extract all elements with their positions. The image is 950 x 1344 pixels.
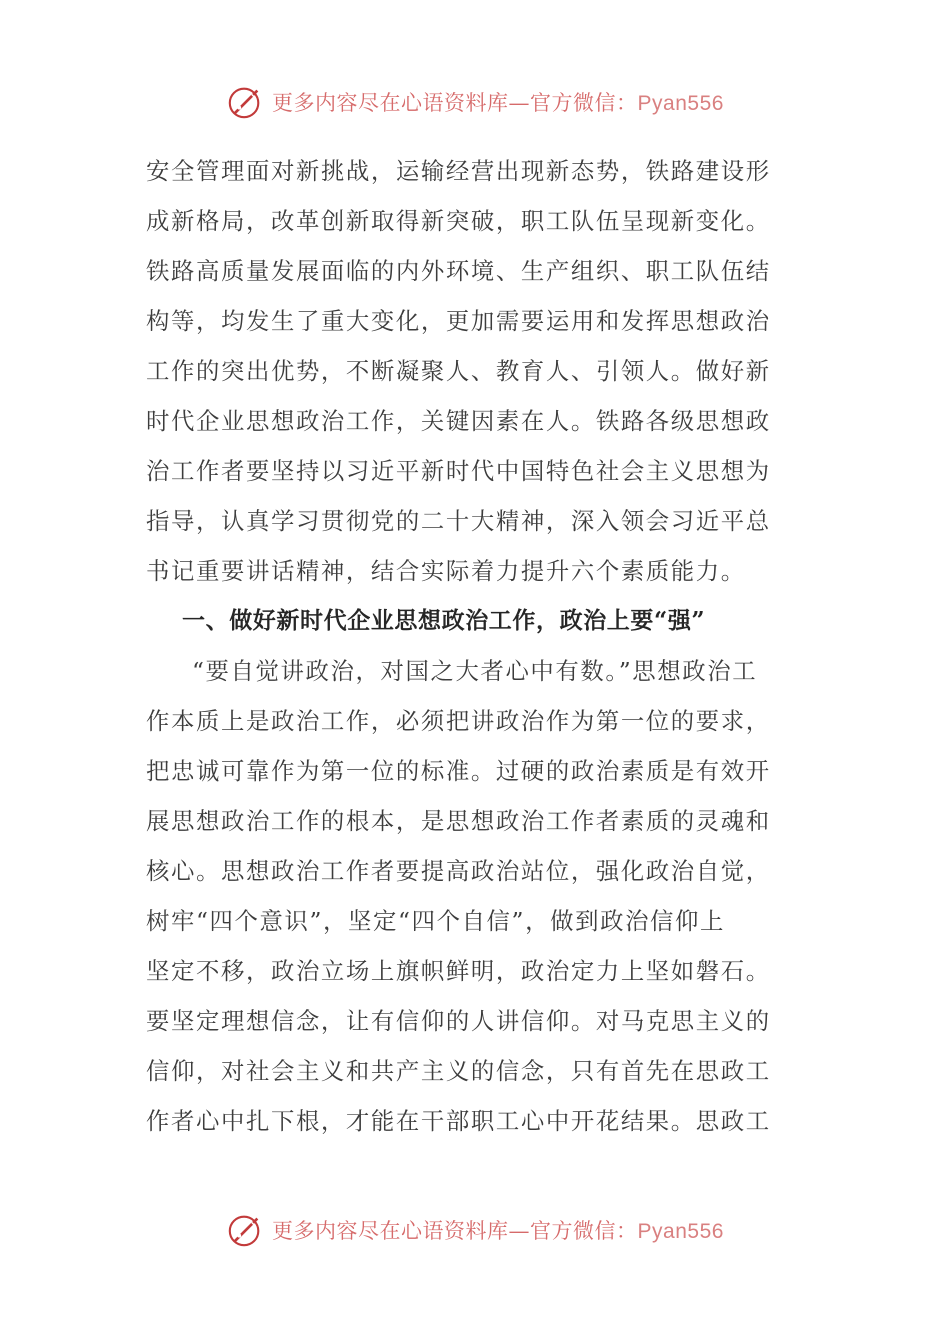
banner-text [272, 87, 724, 117]
paragraph-line: 构等，均发生了重大变化，更加需要运用和发挥思想政治 [146, 307, 771, 335]
pen-nib-seal-icon [226, 83, 264, 121]
paragraph-line: 书记重要讲话精神，结合实际着力提升六个素质能力。 [146, 557, 746, 585]
paragraph-line: 铁路高质量发展面临的内外环境、生产组织、职工队伍结 [146, 257, 771, 285]
paragraph-line: 展思想政治工作的根本，是思想政治工作者素质的灵魂和 [146, 807, 771, 835]
paragraph-line: 把忠诚可靠作为第一位的标准。过硬的政治素质是有效开 [146, 757, 771, 785]
paragraph-line: 信仰，对社会主义和共产主义的信念，只有首先在思政工 [146, 1057, 771, 1085]
document-body [146, 146, 806, 1146]
footer-banner [0, 1206, 950, 1254]
paragraph-line: 时代企业思想政治工作，关键因素在人。铁路各级思想政 [146, 407, 771, 435]
paragraph-line: 作者心中扎下根，才能在干部职工心中开花结果。思政工 [146, 1107, 771, 1135]
paragraph-line: 治工作者要坚持以习近平新时代中国特色社会主义思想为 [146, 457, 771, 485]
header-banner [0, 78, 950, 126]
paragraph-line: 要坚定理想信念，让有信仰的人讲信仰。对马克思主义的 [146, 1007, 771, 1035]
paragraph-line: 工作的突出优势，不断凝聚人、教育人、引领人。做好新 [146, 357, 771, 385]
pen-nib-seal-icon [226, 1211, 264, 1249]
banner-slogan: 更多内容尽在心语资料库—官方微信： [272, 1219, 638, 1243]
paragraph-line: 成新格局，改革创新取得新突破，职工队伍呈现新变化。 [146, 207, 771, 235]
banner-wechat-id: Pyan556 [637, 1220, 724, 1243]
banner-slogan: 更多内容尽在心语资料库—官方微信： [272, 91, 638, 115]
paragraph-line: 核心。思想政治工作者要提高政治站位，强化政治自觉， [146, 857, 771, 885]
paragraph-line: 坚定不移，政治立场上旗帜鲜明，政治定力上坚如磐石。 [146, 957, 771, 985]
paragraph-line: “要自觉讲政治，对国之大者心中有数。”思想政治工 [192, 657, 758, 685]
paragraph-line: 作本质上是政治工作，必须把讲政治作为第一位的要求， [146, 707, 771, 735]
paragraph-line: 安全管理面对新挑战，运输经营出现新态势，铁路建设形 [146, 157, 771, 185]
banner-wechat-id: Pyan556 [637, 92, 724, 115]
paragraph-line: 树牢“四个意识”，坚定“四个自信”，做到政治信仰上 [146, 907, 726, 935]
paragraph-line: 指导，认真学习贯彻党的二十大精神，深入领会习近平总 [146, 507, 771, 535]
section-heading: 一、做好新时代企业思想政治工作，政治上要“强” [182, 607, 706, 634]
banner-text [272, 1215, 724, 1245]
